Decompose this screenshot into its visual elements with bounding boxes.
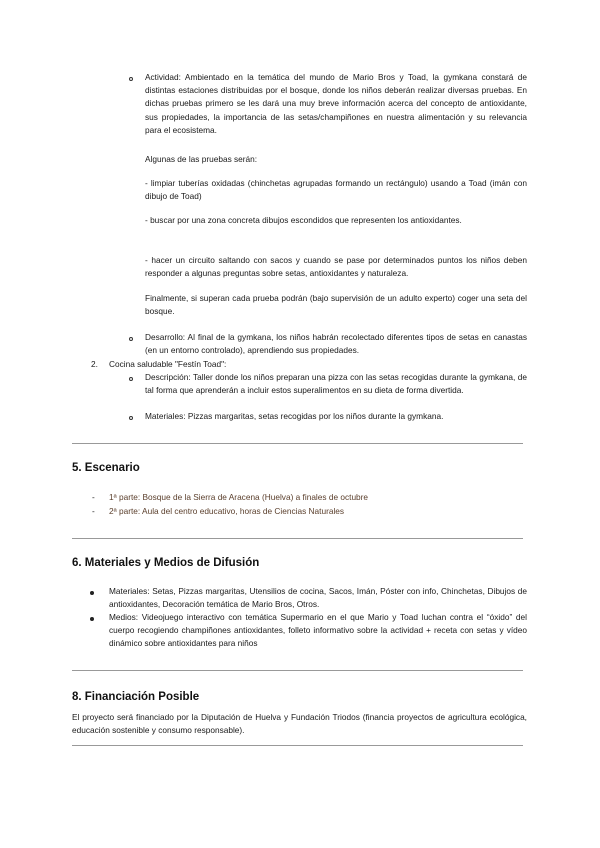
financing-paragraph: El proyecto será financiado por la Diputación de Huelva y Fundación Triodos (financia proyectos de agricultura ecológica, educación sostenible y consumo responsable). xyxy=(72,712,527,736)
dash-bullet-icon: - xyxy=(92,506,95,516)
cooking-description: Descripción: Taller donde los niños preparan una pizza con las setas recogidas durante la gymkana, de tal forma que aprenderán a incluir estos superalimentos en su dieta de forma divertida. xyxy=(145,372,527,396)
tests-intro: Algunas de las pruebas serán: xyxy=(145,154,258,164)
bullet-circle-icon xyxy=(129,377,133,381)
finally-paragraph: Finalmente, si superan cada prueba podrán (bajo supervisión de un adulto experto) coger una seta del bosque. xyxy=(145,293,527,317)
divider xyxy=(72,745,523,746)
bullet-dot-icon xyxy=(90,617,94,621)
divider xyxy=(72,670,523,671)
section-8-title: 8. Financiación Posible xyxy=(72,691,200,703)
bullet-circle-icon xyxy=(129,77,133,81)
section-5-title: 5. Escenario xyxy=(72,462,140,474)
cooking-number: 2. xyxy=(91,359,98,369)
dash-bullet-icon: - xyxy=(92,492,95,502)
test-item-1: - limpiar tuberías oxidadas (chinchetas agrupadas formando un rectángulo) usando a Toad (imán con dibujo de Toad) xyxy=(145,178,527,202)
development-paragraph: Desarrollo: Al final de la gymkana, los niños habrán recolectado diferentes tipos de setas en canastas (en un entorno controlado), aprendiendo sus propiedades. xyxy=(145,332,527,356)
cooking-materials: Materiales: Pizzas margaritas, setas recogidas por los niños durante la gymkana. xyxy=(145,411,444,421)
scenario-item-1: 1ª parte: Bosque de la Sierra de Aracena (Huelva) a finales de octubre xyxy=(109,492,369,502)
test-item-3: - hacer un circuito saltando con sacos y cuando se pase por determinados puntos los niños deben responder a algunas preguntas sobre setas, antioxidantes y naturaleza. xyxy=(145,255,527,279)
materials-item: Materiales: Setas, Pizzas margaritas, Utensilios de cocina, Sacos, Imán, Póster con info, Chinchetas, Dibujos de antioxidantes, Decoración temática de Mario Bros, Otros. xyxy=(109,586,527,610)
scenario-item-2: 2ª parte: Aula del centro educativo, horas de Ciencias Naturales xyxy=(109,506,345,516)
bullet-circle-icon xyxy=(129,337,133,341)
section-6-title: 6. Materiales y Medios de Difusión xyxy=(72,557,260,569)
divider xyxy=(72,443,523,444)
bullet-circle-icon xyxy=(129,416,133,420)
activity-paragraph: Actividad: Ambientado en la temática del mundo de Mario Bros y Toad, la gymkana constará de distintas estaciones distribuidas por el bosque, donde los niños deberán realizar diversas pruebas. En dichas pruebas primero se les dará una muy breve información acerca del concepto de antioxidante, sus propiedades, la importancia de las setas/champiñones en nuestra alimentación y su relevancia para el ecosistema. xyxy=(145,72,527,135)
test-item-2: - buscar por una zona concreta dibujos escondidos que representen los antioxidantes. xyxy=(145,215,462,225)
cooking-title: Cocina saludable "Festín Toad": xyxy=(109,359,227,369)
divider xyxy=(72,538,523,539)
bullet-dot-icon xyxy=(90,591,94,595)
media-item: Medios: Videojuego interactivo con temática Supermario en el que Mario y Toad luchan contra el “óxido” del cuerpo recogiendo champiñones antioxidantes, folleto informativo sobre la actividad + receta con setas y vídeo dinámico sobre antioxidantes para niños xyxy=(109,612,527,649)
